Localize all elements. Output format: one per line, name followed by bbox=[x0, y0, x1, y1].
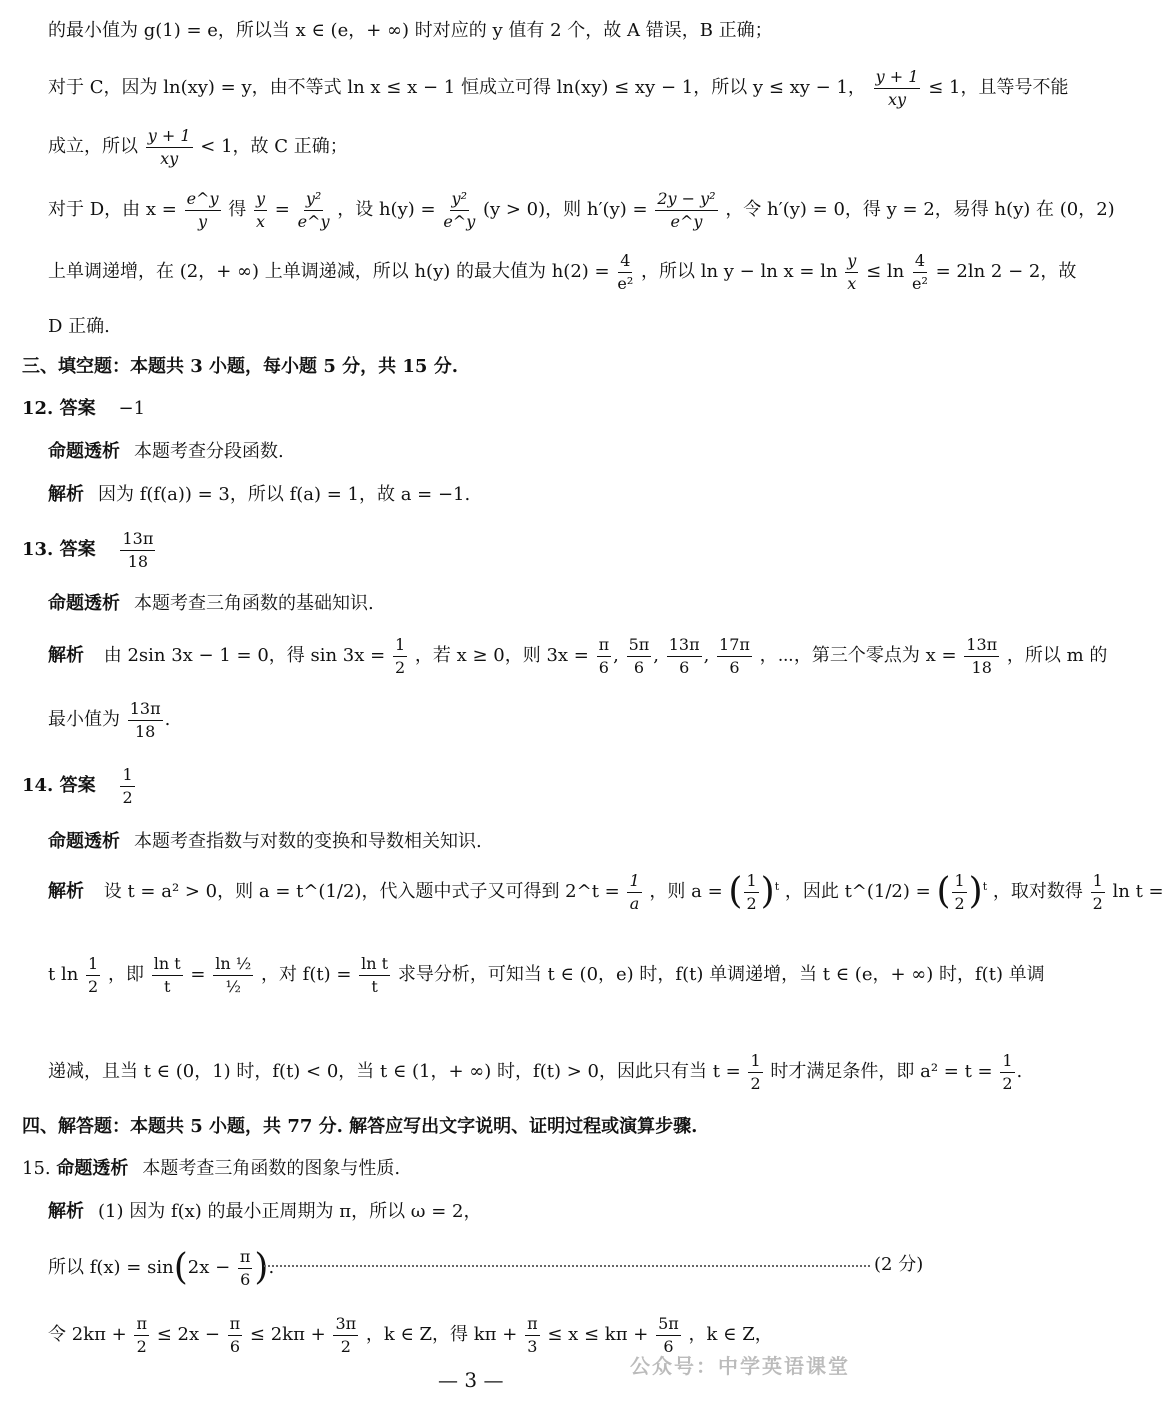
q15-intent: 15. 命题透析 本题考查三角函数的图象与性质. bbox=[22, 1158, 401, 1179]
fraction: $\frac{1}{2}$ bbox=[394, 635, 406, 677]
q15-points: (2 分) bbox=[874, 1254, 924, 1275]
fraction: $\frac{\text{2y − y²}}{e\^{}y}$ bbox=[657, 189, 716, 231]
fraction: $\frac{1}{2}$ bbox=[954, 871, 965, 913]
q15-analysis-3: 令 2kπ + $\frac{\pi}{2}$ ≤ 2x − $\frac{\pi}{6}$ ≤ 2kπ + $\frac{3\pi}{2}$ ，k ∈ Z，得 kπ + $\frac{\pi}{3}$ ≤ x ≤ kπ + $\frac{5\pi}{6}$ ，k ∈ Z， bbox=[48, 1314, 773, 1356]
text-line-1: 的最小值为 g(1) = e，所以当 x ∈ (e，+ ∞) 时对应的 y 值有 2 个，故 A 错误，B 正确； bbox=[48, 20, 773, 41]
section-heading-4: 四、解答题：本题共 5 小题，共 77 分. 解答应写出文字说明、证明过程或演算步骤. bbox=[22, 1116, 698, 1137]
q14-answer: 14. 答案 $\frac{1}{2}$ bbox=[22, 765, 133, 807]
fraction: $\frac{\text{y²}}{e\^{}y}$ bbox=[443, 189, 476, 231]
dot-leader bbox=[264, 1265, 870, 1267]
q13-analysis: 解析 由 2sin 3x − 1 = 0，得 sin 3x = $\frac{1}{2}$ ，若 x ≥ 0，则 3x = $\frac{\pi}{6}$ , $\frac{5\pi}{6}$ , $\frac{13\pi}{6}$ , $\frac{17\pi}{6}$ ，⋯，第三个零点为 x = $\frac{13\pi}{18}$ ，所以 m 的 bbox=[48, 635, 1108, 677]
text-line-4: 对于 D，由 x = $\frac{e\^{}y}{y}$ 得 $\frac{y}{x}$ = $\frac{\text{y²}}{e\^{}y}$ ，设 h(y) = $\frac{\text{y²}}{e\^{}y}$ (y > 0)，则 h′(y) = $\frac{\text{2y − y²}}{e\^{}y}$ ，令 h′(y) = 0，得 y = 2，易得 h(y) 在 (0，2) bbox=[48, 189, 1115, 231]
fraction: $\frac{1}{2}$ bbox=[1092, 871, 1103, 913]
fraction: $\frac{13\pi}{18}$ bbox=[122, 529, 154, 571]
fraction: $\frac{13\pi}{6}$ bbox=[668, 635, 700, 677]
fraction: $\frac{1}{2}$ bbox=[746, 871, 757, 913]
fraction: $\frac{4}{\text{e²}}$ bbox=[617, 251, 634, 293]
page-number: — 3 — bbox=[438, 1368, 504, 1392]
fraction: $\frac{e\^{}y}{y}$ bbox=[186, 189, 219, 231]
q12-intent: 命题透析 本题考查分段函数. bbox=[48, 441, 284, 462]
q15-analysis-2: 所以 f(x) = sin(2x − $\frac{\pi}{6}$ ). bbox=[48, 1247, 275, 1289]
watermark: 公众号：中学英语课堂 bbox=[630, 1354, 850, 1378]
fraction: $\frac{4}{\text{e²}}$ bbox=[911, 251, 928, 293]
fraction: $\frac{5\pi}{6}$ bbox=[628, 635, 650, 677]
fraction: $\frac{\pi}{6}$ bbox=[229, 1314, 241, 1356]
fraction: $\frac{17\pi}{6}$ bbox=[719, 635, 750, 677]
fraction: $\frac{\text{ln ½}}{\text{½}}$ bbox=[215, 954, 252, 996]
fraction: $\frac{y}{x}$ bbox=[255, 189, 266, 231]
q14-intent: 命题透析 本题考查指数与对数的变换和导数相关知识. bbox=[48, 831, 482, 852]
fraction: $\frac{y}{x}$ bbox=[847, 251, 857, 293]
fraction: $\frac{\pi}{6}$ bbox=[598, 635, 610, 677]
fraction: $\frac{1}{2}$ bbox=[122, 765, 133, 807]
fraction: $\frac{1}{a}$ bbox=[629, 871, 640, 913]
fraction: $\frac{\text{ln t}}{t}$ bbox=[361, 954, 389, 996]
fraction: $\frac{13\pi}{18}$ bbox=[966, 635, 998, 677]
fraction: $\frac{5\pi}{6}$ bbox=[658, 1314, 679, 1356]
text-line-6: D 正确. bbox=[48, 316, 110, 337]
fraction: $\frac{1}{2}$ bbox=[1002, 1051, 1013, 1093]
text-line-3: 成立，所以 $\frac{y + 1}{xy}$ < 1，故 C 正确； bbox=[48, 126, 348, 168]
q13-answer: 13. 答案 $\frac{13\pi}{18}$ bbox=[22, 529, 154, 571]
q14-analysis-2: t ln $\frac{1}{2}$ ，即 $\frac{\text{ln t}}{t}$ = $\frac{\text{ln ½}}{\text{½}}$ ，对 f(t) = $\frac{\text{ln t}}{t}$ 求导分析，可知当 t ∈ (0，e) 时，f(t) 单调递增，当 t ∈ (e，+ ∞) 时，f(t) 单调 bbox=[48, 954, 1045, 996]
q14-analysis-3: 递减，且当 t ∈ (0，1) 时，f(t) < 0，当 t ∈ (1，+ ∞) 时，f(t) > 0，因此只有当 t = $\frac{1}{2}$ 时才满足条件，即 a² = t = $\frac{1}{2}$ . bbox=[48, 1051, 1023, 1093]
q13-analysis-cont: 最小值为 $\frac{13\pi}{18}$ . bbox=[48, 699, 171, 741]
fraction: $\frac{1}{2}$ bbox=[88, 954, 99, 996]
fraction: $\frac{\text{y²}}{e\^{}y}$ bbox=[297, 189, 330, 231]
fraction: $\frac{y + 1}{xy}$ bbox=[875, 67, 919, 109]
text-line-5: 上单调递增，在 (2，+ ∞) 上单调递减，所以 h(y) 的最大值为 h(2) = $\frac{4}{\text{e²}}$ ，所以 ln y − ln x = ln $\frac{y}{x}$ ≤ ln $\frac{4}{\text{e²}}$ = 2ln 2 − 2，故 bbox=[48, 251, 1077, 293]
fraction: $\frac{3\pi}{2}$ bbox=[335, 1314, 357, 1356]
section-heading-3: 三、填空题：本题共 3 小题，每小题 5 分，共 15 分. bbox=[22, 356, 458, 377]
q13-intent: 命题透析 本题考查三角函数的基础知识. bbox=[48, 593, 374, 614]
fraction: $\frac{\text{ln t}}{t}$ bbox=[153, 954, 181, 996]
fraction: $\frac{1}{2}$ bbox=[750, 1051, 761, 1093]
fraction: $\frac{\pi}{2}$ bbox=[136, 1314, 147, 1356]
fraction: $\frac{13\pi}{18}$ bbox=[129, 699, 161, 741]
q14-analysis-1: 解析 设 t = a² > 0，则 a = t^(1/2)，代入题中式子又可得到 2^t = $\frac{1}{a}$ ，则 a = ( $\frac{1}{2}$ )$^t$ ，因此 t^(1/2) = ( $\frac{1}{2}$ )$^t$ ，取对数得 $\frac{1}{2}$ ln t = bbox=[48, 871, 1164, 913]
q15-analysis-1: 解析 (1) 因为 f(x) 的最小正周期为 π，所以 ω = 2， bbox=[48, 1201, 482, 1222]
text-line-2: 对于 C，因为 ln(xy) = y，由不等式 ln x ≤ x − 1 恒成立可得 ln(xy) ≤ xy − 1，所以 y ≤ xy − 1， $\frac{y + 1}{xy}$ ≤ 1，且等号不能 bbox=[48, 67, 1069, 109]
fraction: $\frac{y + 1}{xy}$ bbox=[147, 126, 191, 168]
fraction: $\frac{\pi}{3}$ bbox=[527, 1314, 538, 1356]
q12-answer: 12. 答案 −1 bbox=[22, 398, 146, 419]
q12-analysis: 解析 因为 f(f(a)) = 3，所以 f(a) = 1，故 a = −1. bbox=[48, 484, 471, 505]
fraction: $\frac{\pi}{6}$ bbox=[239, 1247, 251, 1289]
